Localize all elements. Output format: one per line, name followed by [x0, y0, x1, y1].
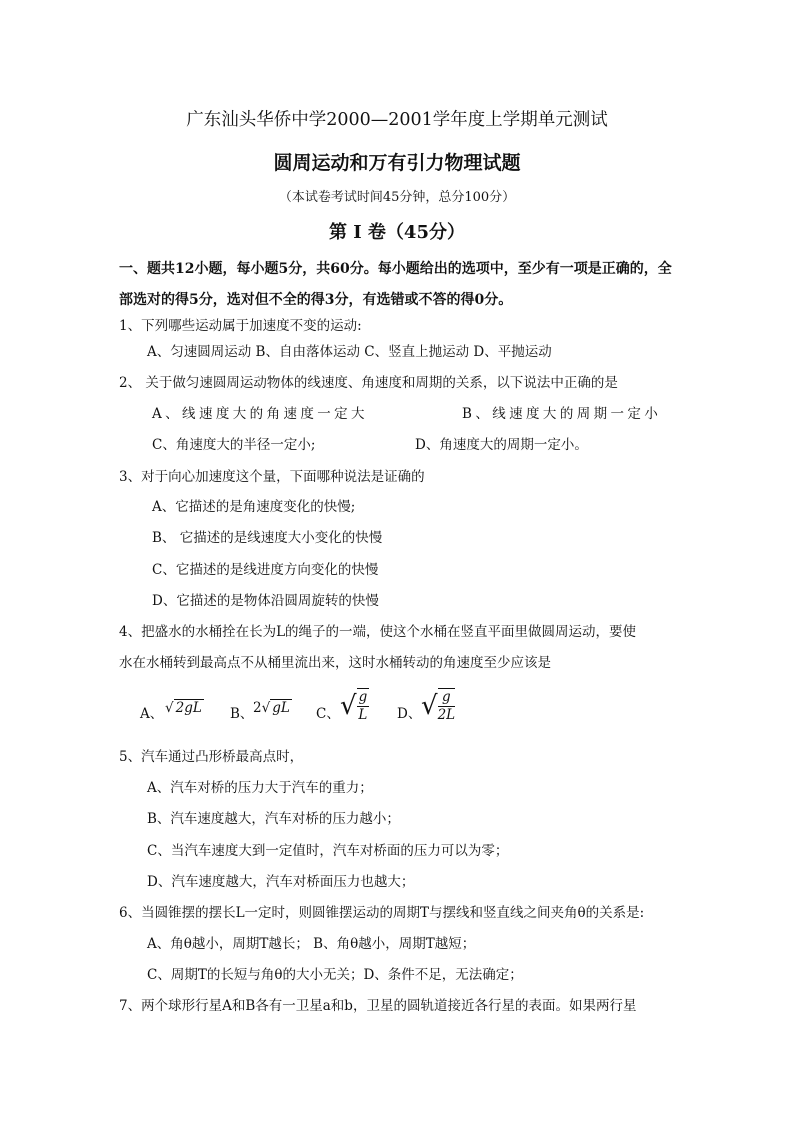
q4-option-c-numerator: g: [358, 689, 368, 705]
q2-option-c: C、角速度大的半径一定小;: [152, 437, 316, 453]
q4-option-b-label: B、: [230, 706, 254, 722]
q2-option-a: A、线速度大的角速度一定大: [152, 406, 368, 422]
sqrt-symbol: √: [165, 700, 174, 716]
q4-option-a-label: A、: [140, 706, 164, 722]
q5-option-c: C、当汽车速度大到一定值时，汽车对桥面的压力可以为零；: [147, 843, 509, 859]
q6-options-ab: A、角θ越小，周期T越长； B、角θ越小，周期T越短；: [147, 936, 476, 952]
school-title: 广东汕头华侨中学2000—2001学年度上学期单元测试: [186, 110, 608, 130]
q3-option-a: A、它描述的是角速度变化的快慢;: [152, 499, 356, 515]
volume-title: 第 I 卷（45分）: [328, 222, 465, 243]
q4-option-a-formula: [165, 700, 204, 716]
q4-option-d-formula: [421, 688, 455, 724]
q2-option-d: D、角速度大的周期一定小。: [415, 437, 588, 453]
q3-option-d: D、它描述的是物体沿圆周旋转的快慢: [152, 593, 379, 609]
q4-option-c-formula: [340, 688, 369, 724]
q5-option-b: B、汽车速度越大，汽车对桥的压力越小；: [147, 811, 400, 827]
sqrt-symbol: √: [421, 691, 438, 721]
q4-option-b-formula: [253, 700, 292, 716]
q4-option-d-label: D、: [397, 706, 422, 722]
q4-option-a-radicand: 2gL: [175, 700, 202, 716]
q2-stem: 2、 关于做匀速圆周运动物体的线速度、角速度和周期的关系，以下说法中正确的是: [119, 375, 618, 391]
q4-option-d-numerator: g: [438, 689, 456, 707]
exam-info: （本试卷考试时间45分钟，总分100分）: [278, 190, 516, 205]
q5-stem: 5、汽车通过凸形桥最高点时，: [119, 749, 304, 765]
q4-option-b-radicand: gL: [272, 700, 290, 716]
sqrt-symbol: √: [261, 700, 271, 716]
section-instructions-line2: 部选对的得5分，选对但不全的得3分，有选错或不答的得0分。: [119, 292, 513, 308]
q7-stem: 7、两个球形行星A和B各有一卫星a和b，卫星的圆轨道接近各行星的表面。如果两行星: [119, 998, 637, 1014]
q3-option-b: B、 它描述的是线速度大小变化的快慢: [152, 530, 383, 546]
q5-option-a: A、汽车对桥的压力大于汽车的重力；: [147, 780, 373, 796]
q1-options: A、匀速圆周运动 B、自由落体运动 C、竖直上抛运动 D、平抛运动: [147, 344, 552, 360]
sqrt-symbol: √: [340, 691, 357, 721]
q4-option-c-denominator: L: [358, 707, 368, 723]
q4-option-d-denominator: 2L: [437, 707, 456, 723]
exam-title: 圆周运动和万有引力物理试题: [273, 152, 521, 174]
q4-stem-line2: 水在水桶转到最高点不从桶里流出来，这时水桶转动的角速度至少应该是: [119, 655, 551, 671]
q4-option-c-label: C、: [316, 706, 340, 722]
q5-option-d: D、汽车速度越大，汽车对桥面压力也越大；: [147, 874, 415, 890]
q3-option-c: C、它描述的是线进度方向变化的快慢: [152, 562, 379, 578]
q2-option-b: B、线速度大的周期一定小: [462, 406, 662, 422]
q3-stem: 3、对于向心加速度这个量，下面哪种说法是证确的: [119, 469, 425, 485]
section-instructions-line1: 一、题共12小题，每小题5分，共60分。每小题给出的选项中，至少有一项是正确的，全: [119, 261, 672, 277]
q1-stem: 1、下列哪些运动属于加速度不变的运动:: [119, 318, 362, 334]
q6-stem: 6、当圆锥摆的摆长L一定时，则圆锥摆运动的周期T与摆线和竖直线之间夹角θ的关系是:: [119, 905, 645, 921]
q6-options-cd: C、周期T的长短与角θ的大小无关；D、条件不足，无法确定；: [147, 967, 523, 983]
q4-stem-line1: 4、把盛水的水桶拴在长为L的绳子的一端，使这个水桶在竖直平面里做圆周运动，要使: [119, 624, 637, 640]
q4-option-b-coefficient: 2: [253, 700, 262, 716]
